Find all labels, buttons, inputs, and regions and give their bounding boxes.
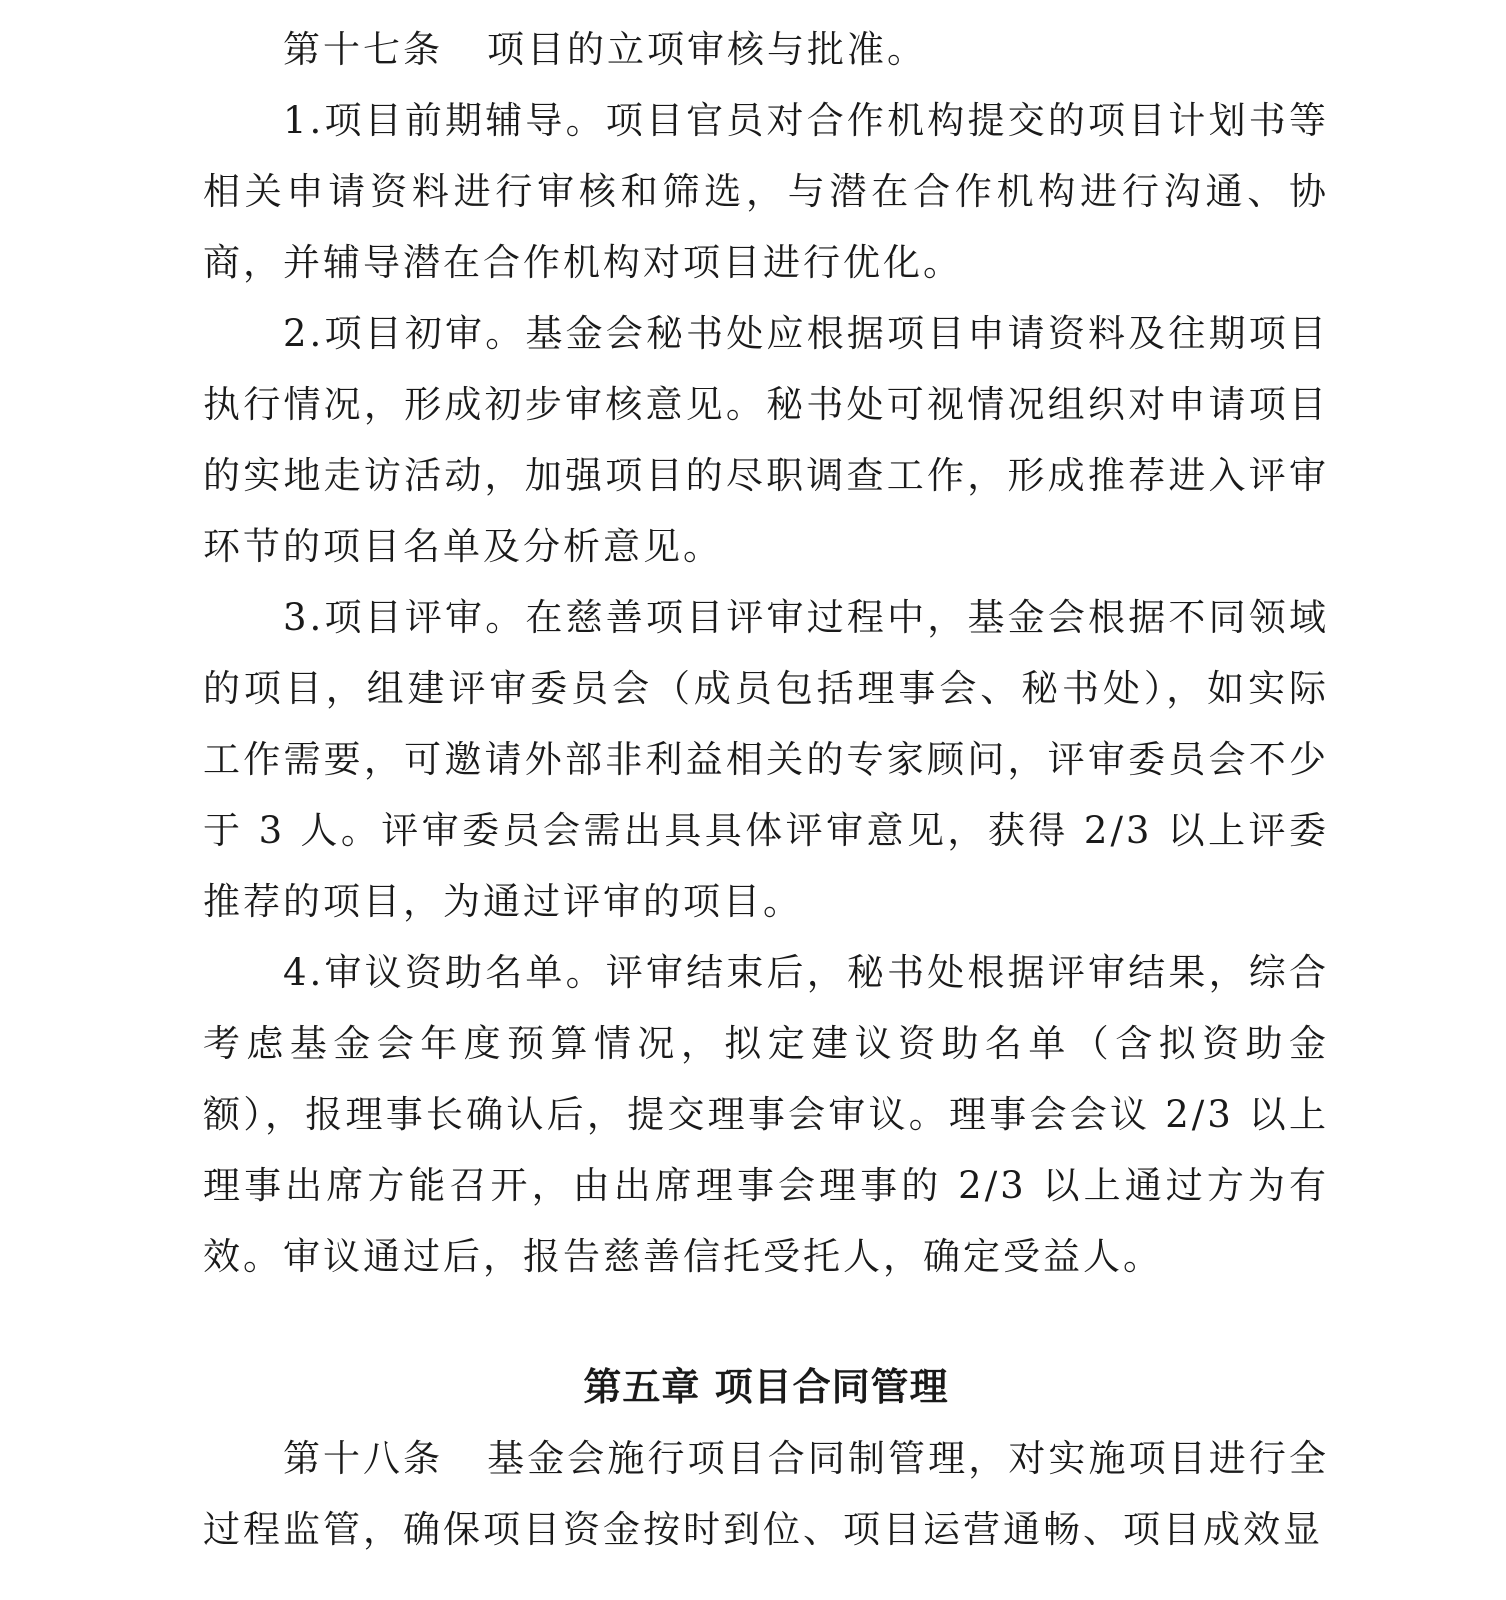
article-18-paragraph — [203, 1423, 1329, 1565]
item-1-paragraph: 1.项目前期辅导。项目官员对合作机构提交的项目计划书等相关申请资料进行审核和筛选，与潜在合作机构进行沟通、协商，并辅导潜在合作机构对项目进行优化。 — [203, 99, 1329, 284]
article-17-heading — [203, 14, 1329, 85]
article-17-title: 项目的立项审核与批准。 — [487, 28, 927, 71]
article-18-text: 基金会施行项目合同制管理，对实施项目进行全过程监管，确保项目资金按时到位、项目运营通畅、项目成效显 — [203, 1437, 1329, 1551]
article-17-label: 第十七条 — [283, 28, 443, 71]
document-page — [203, 14, 1329, 1565]
article-18-label: 第十八条 — [283, 1437, 443, 1480]
item-2-paragraph: 2.项目初审。基金会秘书处应根据项目申请资料及往期项目执行情况，形成初步审核意见。秘书处可视情况组织对申请项目的实地走访活动，加强项目的尽职调查工作，形成推荐进入评审环节的项目名单及分析意见。 — [203, 312, 1329, 568]
chapter-5-heading: 第五章 项目合同管理 — [583, 1365, 949, 1409]
item-3-paragraph: 3.项目评审。在慈善项目评审过程中，基金会根据不同领域的项目，组建评审委员会（成员包括理事会、秘书处），如实际工作需要，可邀请外部非利益相关的专家顾问，评审委员会不少于 3 人。评审委员会需出具具体评审意见，获得 2/3 以上评委推荐的项目，为通过评审的项目。 — [203, 596, 1329, 923]
item-4-paragraph: 4.审议资助名单。评审结束后，秘书处根据评审结果，综合考虑基金会年度预算情况，拟定建议资助名单（含拟资助金额），报理事长确认后，提交理事会审议。理事会会议 2/3 以上理事出席方能召开，由出席理事会理事的 2/3 以上通过方为有效。审议通过后，报告慈善信托受托人，确定受益人。 — [203, 951, 1329, 1278]
